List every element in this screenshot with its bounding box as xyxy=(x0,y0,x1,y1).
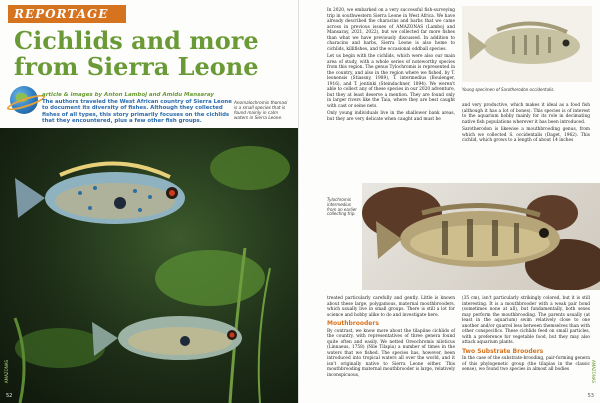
fish-1 xyxy=(15,163,185,224)
article-title: Cichlids and more from Sierra Leone xyxy=(14,26,259,81)
right-vertical-label: AMAZONAS xyxy=(591,359,596,383)
right-page-number: 53 xyxy=(587,393,594,399)
aquarium-photo xyxy=(0,128,299,403)
col1-para-3: Only young individuals live in the shallower bank areas, but they are very delicate when caught and must be xyxy=(327,111,455,122)
col2-para-1: and very productive, which makes it ideal as a food fish (although it has a lot of bones). This species is of interest to the aquarium hobby mainly for its role in decimating native fish populations wherever it has been introduced. xyxy=(462,103,590,125)
col3-para-1: treated particularly carefully and gently. Little is known about these large, polygamous, maternal mouthbrooders, which usually live in small groups. There is still a lot for science and hobby alike to do and investigate here. xyxy=(327,296,455,318)
intro-text: The authors traveled the West African country of Sierra Leone to document its diversity of fishes. Although they collected fishes of all types, this story primarily focuses on the cichlids that they encountered, plus a few other fish groups. xyxy=(42,99,232,125)
fish-2 xyxy=(92,316,242,360)
subhead-mouthbrooders: Mouthbrooders xyxy=(327,320,379,327)
left-page-number: 52 xyxy=(6,393,13,399)
right-page xyxy=(300,0,600,403)
subhead-substrate-brooders: Two Substrate Brooders xyxy=(462,347,544,355)
section-banner xyxy=(8,5,126,23)
col3-para-2: By contrast, we know more about the tilapiine cichlids of the country, with representatives of three genera found quite often and easily. We netted Oreochromis niloticus (Linnaeus, 1758) (Nile Tilapia) a number of times in the waters that we fished. The species has, however, been introduced into tropical waters all over the world, and it isn't originally native to Sierra Leone either. This mouthbrooding maternal mouthbrooder is large, relatively inconspicuous, xyxy=(327,328,455,378)
col1-para-2: Let us begin with the cichlids, which were also our main area of study, with a whole series of noteworthy species from this region. The genus Tylochromis is represented in the country, and also in the region where we fished, by T. leonensis (Stiassny, 1989), T. intermedius (Boulenger, 1916), and T. jentinki (Steindachner, 1894). We weren't able to collect any of these species in our 2020 adventure, but they at least deserve a mention. They are found only in larger rivers like the Taia, where they are best caught with cast or seine nets. xyxy=(327,54,455,109)
left-page xyxy=(0,0,299,403)
column-3 xyxy=(327,296,455,380)
col1-para-1: In 2020, we embarked on a very successful fish-surveying trip in southwestern Sierra Leone in West Africa. We have already described the characins and barbs that we came across in previous issues of AMAZONAS (Lamboj and Mansaray, 2021, 2022), but we collected far more fishes than what we have previously discussed. In addition to characins and barbs, Sierra Leone is also home to cichlids, killifishes, and the occasional oddball species. xyxy=(327,8,455,52)
col4-para-2: In the case of the substrate-brooding, pair-forming genera of this phylogenetic group (the tilapias in the classic sense), we found two species in almost all bodies xyxy=(462,356,590,372)
byline: article & images by Anton Lamboj and Amidu Mansaray xyxy=(42,92,214,98)
section-label: REPORTAGE xyxy=(14,7,109,21)
left-photo-caption: Anomalochromis thomasi is a small species that is found mainly in calm waters in Sierra Leone. xyxy=(234,100,288,120)
left-vertical-label: AMAZONAS xyxy=(4,359,9,383)
sarotherodon-illustration xyxy=(462,6,592,82)
tylochromis-illustration xyxy=(362,183,600,290)
sarotherodon-photo xyxy=(462,6,592,82)
tylochromis-photo xyxy=(362,183,600,290)
column-1 xyxy=(327,8,455,124)
column-2 xyxy=(462,103,590,146)
column-4 xyxy=(462,296,590,375)
photo1-caption: Young specimen of Sarotherodon occidentalis. xyxy=(462,87,555,92)
col4-para-1: (35 cm), isn't particularly strikingly colored, but it is still interesting. It is a mouthbrooder with a weak pair bond (sometimes none at all), but fundamentally, both sexes may perform the mouthbrooding. The parents usually (at least in the aquarium) swim relatively close to one another and/or quarrel less between themselves than with other conspecifics. These cichlids feed on small particles, with a preference for vegetable food, but they may also attack aquarium plants. xyxy=(462,296,590,345)
aquarium-photo-illustration xyxy=(0,128,299,403)
col2-para-2: Sarotherodon is likewise a mouthbrooding genus, from which we collected S. occidentalis (Daget, 1962). This cichlid, which grows to a length of about 14 inches xyxy=(462,127,590,143)
photo2-caption: Tylochromis intermedius from an earlier collecting trip. xyxy=(327,197,357,217)
globe-icon xyxy=(10,86,38,114)
